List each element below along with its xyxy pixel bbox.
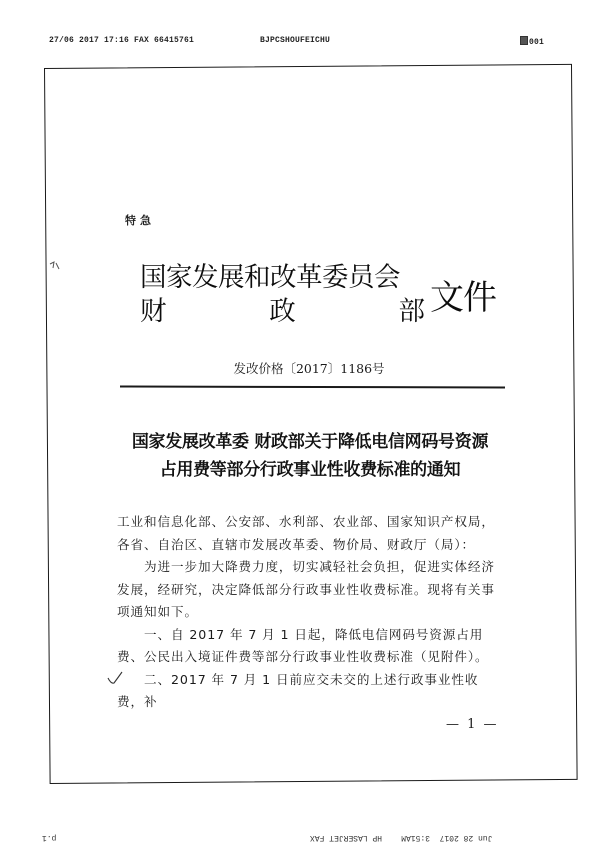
notice-title-line: 国家发展改革委 财政部关于降低电信网码号资源 [131, 432, 489, 452]
notice-title [100, 428, 520, 484]
item-paragraph: 一、自 2017 年 7 月 1 日起，降低电信网码号资源占用费、公民出入境证件费等部分行政事业性收费标准（见附件）。 [117, 626, 489, 664]
notice-title-line: 占用费等部分行政事业性收费标准的通知 [159, 460, 461, 480]
fax-header [0, 36, 600, 50]
notice-body [117, 511, 502, 714]
agency-ndrc: 国家发展和改革委员会 [140, 262, 400, 293]
agency-mof-char: 财 [140, 296, 167, 327]
masthead [140, 255, 540, 345]
fax-box-icon [520, 36, 528, 45]
intro-paragraph: 为进一步加大降费力度，切实减轻社会负担，促进实体经济发展，经研究，决定降低部分行政事业性收费标准。现将有关事项通知如下。 [117, 559, 495, 619]
fax-footer [0, 833, 600, 847]
fax-page-counter [520, 36, 544, 47]
fax-footer-machine: Jun 28 2017 3:51AM HP LASERJET FAX [310, 833, 493, 842]
item-paragraph [117, 669, 502, 714]
fax-timestamp: 27/06 2017 17:16 FAX 66415761 [49, 36, 195, 45]
document-number: 发改价格〔2017〕1186号 [233, 361, 385, 376]
addressee-line: 各省、自治区、直辖市发展改革委、物价局、财政厅（局）： [117, 536, 476, 552]
agency-mof [140, 289, 425, 328]
agency-mof-char: 政 [269, 296, 296, 327]
page-number: — 1 — [446, 717, 499, 732]
margin-mark [48, 260, 62, 277]
item-paragraph-text: 二、2017 年 7 月 1 日前应交未交的上述行政事业性收费，补 [117, 671, 479, 709]
addressee-line: 工业和信息化部、公安部、水利部、农业部、国家知识产权局， [117, 514, 495, 529]
handwritten-check-icon [107, 671, 123, 685]
document-word: 文件 [430, 278, 496, 318]
agency-mof-char: 部 [398, 296, 425, 327]
urgency-label: 特急 [125, 214, 155, 227]
margin-scribble-icon [48, 260, 62, 274]
fax-sender-id: BJPCSHOUFEICHU [260, 36, 331, 45]
fax-footer-page: p.1 [42, 833, 57, 842]
fax-page-counter-value: 001 [529, 38, 545, 47]
